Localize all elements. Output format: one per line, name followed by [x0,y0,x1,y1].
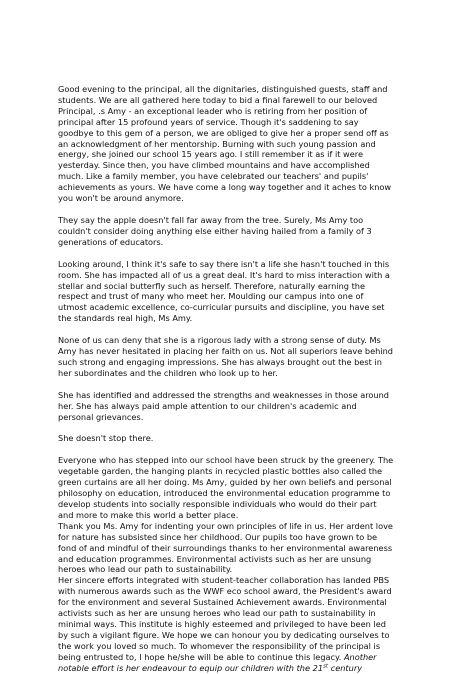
superscript-st: st [323,662,329,669]
paragraph-gap [58,444,426,455]
paragraph-greenery: Everyone who has stepped into our school have been struck by the greenery. The vegetable garden, the hanging plants in recycled plastic bottles also called the green curtains are all her doing. Ms Amy, guided by her own beliefs and personal philosophy on education, introduced the environmental education programme to develop students into socially responsible individuals who would do their part and more to make this world a better place. [58,455,394,520]
paragraph-strengths: She has identified and addressed the strengths and weaknesses in those around her. She has always paid ample attention to our children's academic and personal grievances. [58,389,390,422]
paragraph-gap [58,248,426,259]
paragraph-apple-tree: They say the apple doesn't fall far away from the tree. Surely, Ms Amy too couldn't consider doing anything else either having hailed from a family of 3 generations of educators. [58,214,372,247]
paragraph-gap [58,422,426,433]
paragraph-rigorous-lady: None of us can deny that she is a rigorous lady with a strong sense of duty. Ms Amy has never hesitated in placing her faith on us. Not all superiors leave behind such strong and engaging impressions. She has always brought out the best in her subordinates and the children who look up to her. [58,335,393,378]
italic-century: century [328,662,363,673]
italic-notable-effort [58,663,362,673]
paragraph-gap [58,379,426,390]
italic-notable-text: notable effort is her endeavour to equip our children with the 21 [58,662,324,673]
paragraph-doesnt-stop: She doesn't stop there. [58,433,154,444]
paragraph-looking-around: Looking around, I think it's safe to say there isn't a life she hasn't touched in this room. She has impacted all of us a great deal. It's hard to miss interaction with a stellar and social butterfly such as herself. Therefore, naturally earning the respect and trust of many who meet her. Moulding our campus into one of utmost academic excellence, co-curricular pursuits and discipline, you have set the standards real high, Ms Amy. [58,258,390,324]
document-body [58,84,426,674]
italic-another: Another [343,651,377,662]
paragraph-farewell-intro: Good evening to the principal, all the dignitaries, distinguished guests, staff and students. We are all gathered here today to bid a final farewell to our beloved Principal, .s Amy - an exceptional leader who is retiring from her position of principal after 15 profound years of service. Though it's saddening to say goodbye to this gem of a person, we are obliged to give her a proper send off as an acknowledgment of her mentorship. Burning with such young passion and energy, she joined our school 15 years ago. I still remember it as if it were yesterday. Since then, you have climbed mountains and have accomplished much. Like a family member, you have celebrated our teachers' and pupils' achievements as yours. We have come a long way together and it aches to know you won't be around anymore. [58,84,392,204]
paragraph-gap [58,324,426,335]
awards-text: Her sincere efforts integrated with student-teacher collaboration has landed PBS with numerous awards such as the WWF eco school award, the President's award for the environment and several Sustained Achievement awards. Environmental activists such as her are unsung heroes who lead our path to sustainability in minimal ways. This institute is highly esteemed and privileged to have been led by such a vigilant figure. We hope we can honour you by dedicating ourselves to the work you loved so much. To whomever the responsibility of the principal is being entrusted to, I hope he/she will be able to continue this legacy. [58,575,392,662]
paragraph-gap [58,204,426,215]
paragraph-awards [58,575,426,673]
paragraph-thank-you: Thank you Ms. Amy for indenting your own principles of life in us. Her ardent love for nature has subsisted since her childhood. Our pupils too have grown to be fond of and mindful of their surroundings thanks to her environmental awareness and education programmes. Environmental activists such as her are unsung heroes who lead our path to sustainability. [58,520,393,575]
